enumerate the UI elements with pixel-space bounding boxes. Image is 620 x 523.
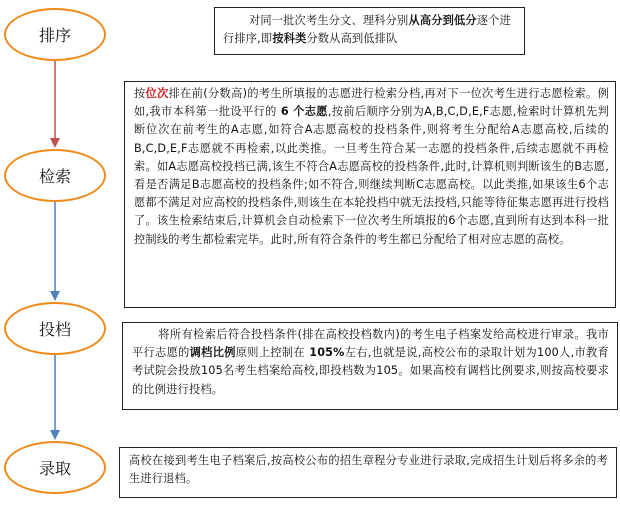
step-submit-label: 投档	[38, 320, 71, 339]
step-search	[4, 149, 106, 202]
step-search-label: 检索	[38, 167, 71, 186]
step-sort	[4, 8, 106, 61]
emphasis-six-choices: 6 个志愿	[276, 105, 328, 119]
emphasis-rank: 位次	[145, 87, 169, 100]
search-description-box: 按位次排在前(分数高)的考生所填报的志愿进行检索分档,再对下一位次考生进行志愿检索。例如,我市本科第一批设平行的 6 个志愿,按前后顺序分别为A,B,C,D,E,F志愿,检索时计算机先判断位次在前考生的A志愿,如符合A志愿高校的投档条件,则将考生分配给A志愿高校,后续的B,C,D,E,F志愿就不再检索,以此类推。一旦考生符合某一志愿的投档条件,后续志愿就不再检索。如A志愿高校投档已满,该生不符合A志愿高校的投档条件,此时,计算机则判断该生的B志愿,看是否满足B志愿高校的投档条件;如不符合,则继续判断C志愿高校。以此类推,如果该生6个志愿都不满足对应高校的投档条件,则该生在本轮投档中就无法投档,只能等待征集志愿再进行投档了。该生检索结束后,计算机会自动检索下一位次考生所填报的6个志愿,直到所有达到本科一批控制线的考生都检索完毕。此时,所有符合条件的考生都已分配给了相对应志愿的高校。	[124, 81, 616, 308]
submit-description-box: 将所有检索后符合投档条件(排在高校投档数内)的考生电子档案发给高校进行审录。我市平行志愿的调档比例原则上控制在 105%左右,也就是说,高校公布的录取计划为100人,市教育考试院会投放105名考生档案给高校,即投档数为105。如果高校有调档比例要求,则按高校要求的比例进行投档。	[122, 322, 618, 410]
emphasis-ratio: 调档比例	[189, 346, 236, 360]
step-sort-label: 排序	[38, 26, 71, 45]
emphasis-by-category: 按科类	[272, 32, 307, 46]
emphasis-high-to-low: 从高分到低分	[408, 14, 477, 27]
admit-description-box: 高校在接到考生电子档案后,按高校公布的招生章程分专业进行录取,完成招生计划后将多余的考生进行退档。	[119, 447, 617, 498]
emphasis-105-percent: 105%	[304, 346, 345, 360]
step-admit	[4, 441, 106, 494]
sort-description-box: 对同一批次考生分文、理科分别从高分到低分逐个进行排序,即按科类分数从高到低排队	[214, 7, 525, 55]
step-submit	[4, 302, 106, 355]
step-admit-label: 录取	[38, 459, 71, 478]
